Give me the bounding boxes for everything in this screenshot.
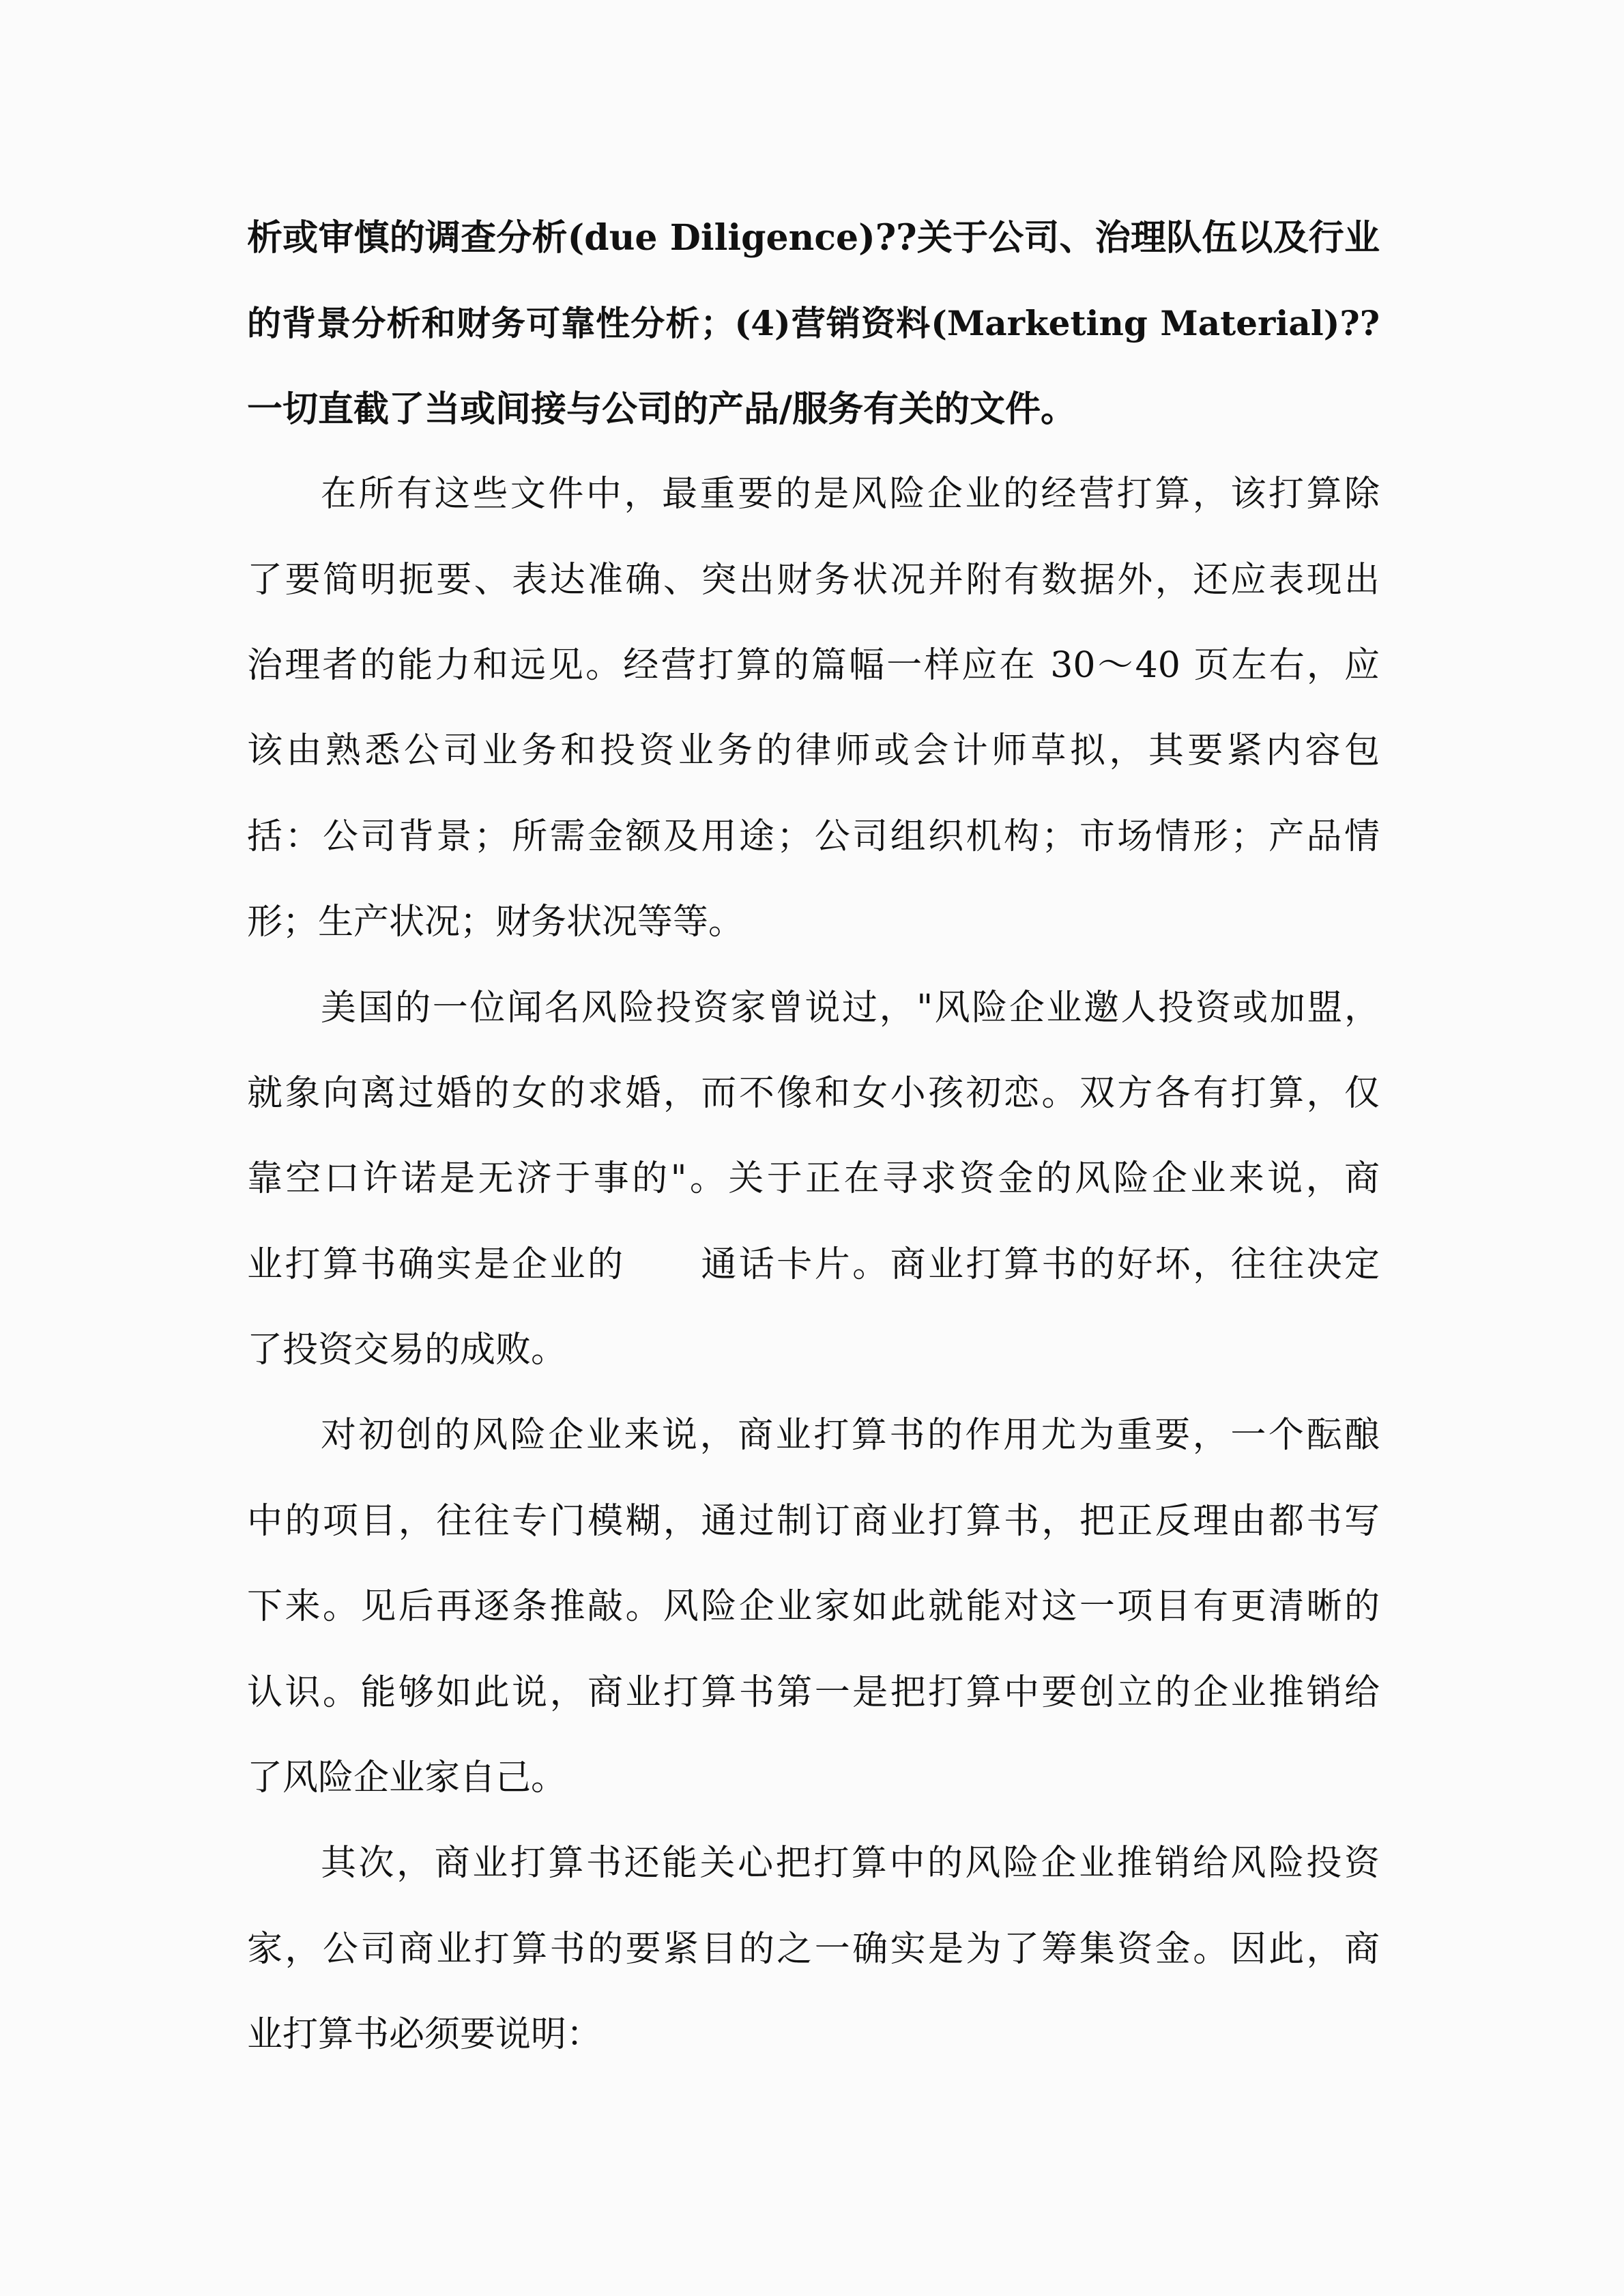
text-line: 美国的一位闻名风险投资家曾说过，"风险企业邀人投资或加盟，: [321, 987, 1380, 1029]
text-line: 括：公司背景；所需金额及用途；公司组织机构；市场情形；产品情: [247, 816, 1380, 857]
text-line: 认识。能够如此说，商业打算书第一是把打算中要创立的企业推销给: [247, 1671, 1380, 1713]
text-line: 了要简明扼要、表达准确、突出财务状况并附有数据外，还应表现出: [247, 559, 1380, 601]
text-line: 下来。见后再逐条推敲。风险企业家如此就能对这一项目有更清晰的: [247, 1586, 1380, 1628]
paragraph-startup-importance: [247, 1393, 1380, 1821]
text-line: 其次，商业打算书还能关心把打算中的风险企业推销给风险投资: [321, 1843, 1380, 1884]
paragraph-business-plan-contents: [247, 452, 1380, 965]
text-line: 该由熟悉公司业务和投资业务的律师或会计师草拟，其要紧内容包: [247, 730, 1380, 772]
document-body: [247, 195, 1380, 2078]
text-line: 一切直截了当或间接与公司的产品/服务有关的文件。: [247, 388, 1076, 430]
text-line: 治理者的能力和远见。经营打算的篇幅一样应在 30～40 页左右，应: [247, 644, 1380, 686]
text-line: 就象向离过婚的女的求婚，而不像和女小孩初恋。双方各有打算，仅: [247, 1072, 1380, 1114]
text-line: 了风险企业家自己。: [247, 1757, 567, 1799]
paragraph-fundraising: [247, 1821, 1380, 2078]
text-line: 家，公司商业打算书的要紧目的之一确实是为了筹集资金。因此，商: [247, 1928, 1380, 1970]
text-line: 业打算书必须要说明：: [247, 2014, 603, 2056]
text-line: 形；生产状况；财务状况等等。: [247, 902, 744, 943]
paragraph-investor-quote: [247, 966, 1380, 1394]
text-line: 业打算书确实是企业的 通话卡片。商业打算书的好坏，往往决定: [247, 1244, 1380, 1285]
text-line: 中的项目，往往专门模糊，通过制订商业打算书，把正反理由都书写: [247, 1500, 1380, 1542]
text-line: 了投资交易的成败。: [247, 1330, 567, 1371]
text-line: 在所有这些文件中，最重要的是风险企业的经营打算，该打算除: [321, 474, 1380, 515]
text-line: 对初创的风险企业来说，商业打算书的作用尤为重要，一个酝酿: [321, 1415, 1380, 1456]
text-line: 靠空口许诺是无济于事的"。关于正在寻求资金的风险企业来说，商: [247, 1158, 1380, 1200]
paragraph-due-diligence: [247, 195, 1380, 452]
text-line: 析或审慎的调查分析(due Diligence)??关于公司、治理队伍以及行业: [247, 217, 1380, 259]
text-line: 的背景分析和财务可靠性分析；(4)营销资料(Marketing Material)??: [247, 303, 1380, 344]
